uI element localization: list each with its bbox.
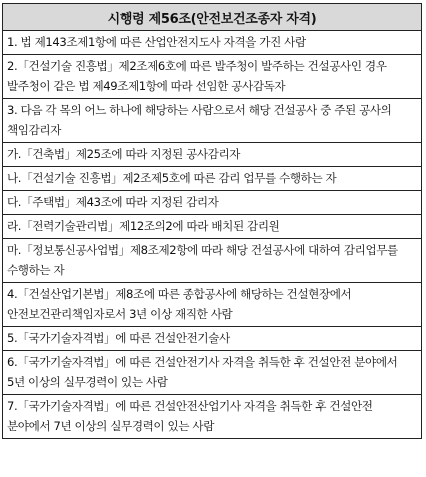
qualification-subitem-ra: 라.「전력기술관리법」제12조의2에 따라 배치된 감리원 <box>3 215 422 239</box>
qualification-subitem-da: 다.「주택법」제43조에 따라 지정된 감리자 <box>3 191 422 215</box>
table-row <box>3 167 422 191</box>
table-row <box>3 31 422 55</box>
table-row <box>3 99 422 143</box>
table-row <box>3 283 422 327</box>
law-article-document <box>2 3 422 439</box>
table-row <box>3 327 422 351</box>
table-row <box>3 351 422 395</box>
qualification-subitem-ga: 가.「건축법」제25조에 따라 지정된 공사감리자 <box>3 143 422 167</box>
qualification-item-2: 2.「건설기술 진흥법」제2조제6호에 따른 발주청이 발주하는 건설공사인 경우 발주청이 같은 법 제49조제1항에 따라 선임한 공사감독자 <box>3 55 422 99</box>
table-row <box>3 191 422 215</box>
table-row <box>3 143 422 167</box>
qualification-subitem-ma: 마.「정보통신공사업법」제8조제2항에 따라 해당 건설공사에 대하여 감리업무를 수행하는 자 <box>3 239 422 283</box>
qualification-item-7: 7.「국가기술자격법」에 따른 건설안전산업기사 자격을 취득한 후 건설안전 분야에서 7년 이상의 실무경력이 있는 사람 <box>3 395 422 439</box>
qualification-item-1: 1. 법 제143조제1항에 따른 산업안전지도사 자격을 가진 사람 <box>3 31 422 55</box>
table-row <box>3 395 422 439</box>
table-row <box>3 55 422 99</box>
qualification-item-6: 6.「국가기술자격법」에 따른 건설안전기사 자격을 취득한 후 건설안전 분야에서 5년 이상의 실무경력이 있는 사람 <box>3 351 422 395</box>
qualification-subitem-na: 나.「건설기술 진흥법」제2조제5호에 따른 감리 업무를 수행하는 자 <box>3 167 422 191</box>
table-row <box>3 239 422 283</box>
article-title-header: 시행령 제56조(안전보건조종자 자격) <box>3 4 422 31</box>
qualification-table <box>2 3 422 439</box>
qualification-item-3: 3. 다음 각 목의 어느 하나에 해당하는 사람으로서 해당 건설공사 중 주된 공사의 책임감리자 <box>3 99 422 143</box>
qualification-item-5: 5.「국가기술자격법」에 따른 건설안전기술사 <box>3 327 422 351</box>
qualification-item-4: 4.「건설산업기본법」제8조에 따른 종합공사에 해당하는 건설현장에서 안전보건관리책임자로서 3년 이상 재직한 사람 <box>3 283 422 327</box>
table-header-row <box>3 4 422 31</box>
table-row <box>3 215 422 239</box>
